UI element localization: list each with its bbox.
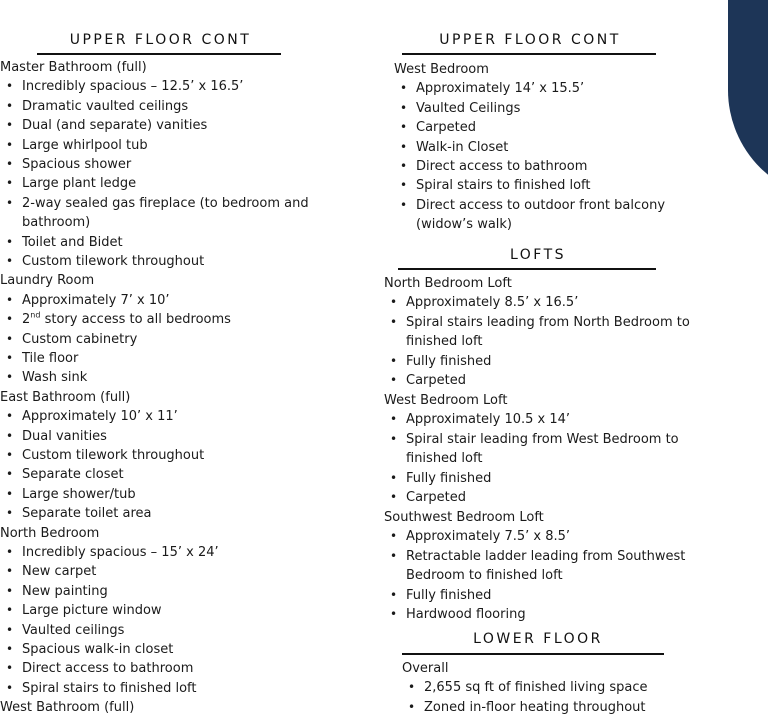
west-bedroom-list: [394, 79, 694, 234]
overall-list: [402, 678, 722, 717]
section-rule-lofts: [398, 268, 656, 270]
east-bathroom-list: [0, 407, 340, 523]
list-item: • Direct access to bathroom: [0, 659, 340, 678]
section-rule-left: [37, 53, 281, 55]
list-item: • Spiral stairs leading from North Bedroom to finished loft: [384, 313, 710, 352]
list-item: • Hardwood flooring: [384, 605, 710, 624]
group-heading-laundry-room: Laundry Room: [0, 273, 95, 289]
list-item: • Dual (and separate) vanities: [0, 116, 340, 135]
section-header-lower-floor: LOWER FLOOR: [473, 631, 603, 647]
list-item: • Carpeted: [384, 488, 710, 507]
list-item: • Dramatic vaulted ceilings: [0, 97, 340, 116]
list-item: • Direct access to outdoor front balcony (widow’s walk): [394, 196, 694, 235]
list-item: • Retractable ladder leading from Southwest Bedroom to finished loft: [384, 547, 710, 586]
list-item: • Fully finished: [384, 586, 710, 605]
group-heading-west-bathroom: West Bathroom (full): [0, 700, 135, 715]
group-heading-master-bathroom: Master Bathroom (full): [0, 60, 147, 75]
list-item: • Approximately 10.5 x 14’: [384, 410, 710, 429]
list-item: • Large shower/tub: [0, 485, 340, 504]
list-item: • Fully finished: [384, 469, 710, 488]
group-heading-north-bedroom-loft: North Bedroom Loft: [384, 276, 512, 291]
list-item: • 2-way sealed gas fireplace (to bedroom and bathroom): [0, 194, 340, 233]
north-bedroom-loft-list: [384, 293, 710, 390]
list-item: • Separate closet: [0, 465, 340, 484]
section-rule-lower-floor: [402, 653, 664, 655]
list-item: • Custom cabinetry: [0, 330, 340, 349]
group-heading-overall: Overall: [402, 661, 449, 676]
list-item: • Large whirlpool tub: [0, 136, 340, 155]
section-header-upper-floor-cont-right: UPPER FLOOR CONT: [439, 32, 621, 48]
list-item: • New carpet: [0, 562, 340, 581]
list-item: • Large picture window: [0, 601, 340, 620]
list-item: • Incredibly spacious – 12.5’ x 16.5’: [0, 77, 340, 96]
list-item: • 2,655 sq ft of finished living space: [402, 678, 722, 697]
southwest-bedroom-loft-list: [384, 527, 710, 624]
list-item: • New painting: [0, 582, 340, 601]
list-item: • Approximately 7’ x 10’: [0, 291, 340, 310]
section-header-upper-floor-cont-left: UPPER FLOOR CONT: [69, 32, 252, 48]
list-item: • 2nd story access to all bedrooms: [0, 310, 340, 329]
list-item: • Wash sink: [0, 368, 340, 387]
list-item: • Vaulted Ceilings: [394, 99, 694, 118]
section-header-lofts: LOFTS: [509, 247, 567, 263]
corner-decoration: [728, 0, 768, 200]
list-item: • Separate toilet area: [0, 504, 340, 523]
list-item: • Spacious shower: [0, 155, 340, 174]
list-item: • Spiral stairs to finished loft: [394, 176, 694, 195]
section-rule-upper-right: [402, 53, 656, 55]
list-item: • Tile floor: [0, 349, 340, 368]
group-heading-east-bathroom: East Bathroom (full): [0, 389, 131, 405]
list-item: • Approximately 14’ x 15.5’: [394, 79, 694, 98]
list-item: • Carpeted: [384, 371, 710, 390]
list-item: • Zoned in-floor heating throughout: [402, 698, 722, 717]
list-item: • Fully finished: [384, 352, 710, 371]
list-item: • Approximately 7.5’ x 8.5’: [384, 527, 710, 546]
list-item: • Large plant ledge: [0, 174, 340, 193]
list-item: • Vaulted ceilings: [0, 621, 340, 640]
list-item: • Custom tilework throughout: [0, 446, 340, 465]
list-item: • Approximately 10’ x 11’: [0, 407, 340, 426]
list-item: • Spiral stairs to finished loft: [0, 679, 340, 698]
group-heading-west-bedroom-loft: West Bedroom Loft: [384, 393, 508, 408]
master-bathroom-list: [0, 77, 340, 271]
list-item: • Walk-in Closet: [394, 138, 694, 157]
list-item: • Direct access to bathroom: [394, 157, 694, 176]
list-item: • Custom tilework throughout: [0, 252, 340, 271]
group-heading-west-bedroom: West Bedroom: [394, 62, 489, 77]
west-bedroom-loft-list: [384, 410, 710, 507]
list-item: • Carpeted: [394, 118, 694, 137]
laundry-room-list: [0, 291, 340, 388]
group-heading-north-bedroom: North Bedroom: [0, 525, 100, 541]
list-item: • Spacious walk-in closet: [0, 640, 340, 659]
story-ordinal: 2nd: [22, 310, 41, 328]
list-item: • Approximately 8.5’ x 16.5’: [384, 293, 710, 312]
group-heading-southwest-bedroom-loft: Southwest Bedroom Loft: [384, 510, 544, 525]
list-item: • Dual vanities: [0, 427, 340, 446]
list-item: • Toilet and Bidet: [0, 233, 340, 252]
north-bedroom-list: [0, 543, 340, 698]
list-item: • Spiral stair leading from West Bedroom to finished loft: [384, 430, 710, 469]
list-item: • Incredibly spacious – 15’ x 24’: [0, 543, 340, 562]
